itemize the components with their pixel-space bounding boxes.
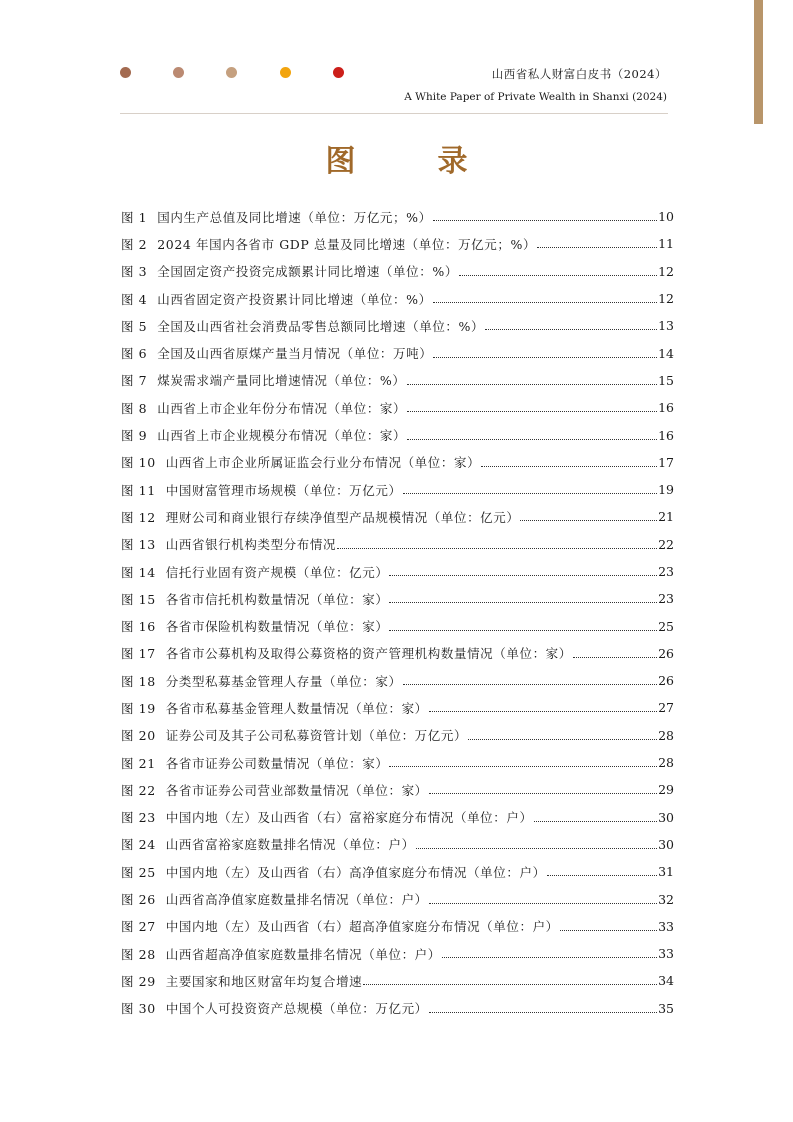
dot-leader [429,903,657,904]
page-number: 35 [658,1000,674,1016]
figure-number: 图 23 [121,810,156,826]
figure-number: 图 15 [121,591,156,607]
dot-leader [442,957,657,958]
side-accent-bar [754,0,763,124]
dot-leader [337,548,657,549]
figure-title: 山西省超高净值家庭数量排名情况（单位：户） [165,946,441,962]
figure-number: 图 19 [121,700,156,716]
figure-number: 图 2 [121,236,148,252]
dot-leader [485,329,657,330]
figure-number: 图 12 [121,509,156,525]
dot-leader [389,602,657,603]
toc-entry[interactable] [121,885,674,912]
figure-title: 全国固定资产投资完成额累计同比增速（单位：%） [157,264,458,280]
page-number: 31 [658,864,674,880]
toc-entry[interactable] [121,694,674,721]
toc-entry[interactable] [121,585,674,612]
dot-leader [433,220,657,221]
figure-number: 图 9 [121,428,148,444]
dot-leader [433,302,657,303]
page-number: 26 [658,673,674,689]
page-number: 23 [658,564,674,579]
figure-title: 中国财富管理市场规模（单位：万亿元） [165,482,402,498]
figure-title: 各省市私募基金管理人数量情况（单位：家） [165,700,428,716]
figure-number: 图 10 [121,455,156,471]
figure-title: 山西省银行机构类型分布情况 [165,537,337,553]
toc-entry[interactable] [121,285,674,312]
figure-title: 山西省上市企业规模分布情况（单位：家） [157,428,407,444]
page-number: 29 [658,782,674,798]
figure-title: 山西省高净值家庭数量排名情况（单位：户） [165,892,428,908]
figure-title: 各省市信托机构数量情况（单位：家） [165,591,389,607]
header-title-en: A White Paper of Private Wealth in Shanxi (2024) [404,91,667,103]
dot-leader [429,793,657,794]
figure-number: 图 25 [121,864,156,880]
dot-leader [468,739,657,740]
figure-number: 图 26 [121,892,156,908]
toc-entry[interactable] [121,749,674,776]
figure-title: 山西省固定资产投资累计同比增速（单位：%） [157,291,432,307]
toc-entry[interactable] [121,804,674,831]
toc-entry[interactable] [121,503,674,530]
header-dot [333,67,344,78]
figure-title: 各省市证券公司数量情况（单位：家） [165,755,389,771]
toc-entry[interactable] [121,558,674,585]
figure-number: 图 3 [121,264,148,280]
page-number: 12 [658,291,674,307]
figure-number: 图 30 [121,1001,156,1017]
figure-number: 图 5 [121,318,148,334]
page-number: 21 [658,509,674,525]
figure-title: 各省市公募机构及取得公募资格的资产管理机构数量情况（单位：家） [165,646,572,662]
toc-entry[interactable] [121,967,674,994]
figure-number: 图 28 [121,946,156,962]
toc-entry[interactable] [121,776,674,803]
toc-entry[interactable] [121,476,674,503]
figure-title: 煤炭需求端产量同比增速情况（单位：%） [157,373,406,389]
page-number: 10 [658,209,674,225]
page-number: 30 [658,809,674,825]
toc-entry[interactable] [121,612,674,639]
header-dot [120,67,131,78]
dot-leader [403,493,658,494]
page-number: 12 [658,263,674,279]
figure-number: 图 29 [121,973,156,989]
figure-number: 图 24 [121,837,156,853]
figure-title: 山西省上市企业所属证监会行业分布情况（单位：家） [165,455,481,471]
figure-title: 信托行业固有资产规模（单位：亿元） [165,564,389,580]
dot-leader [407,411,657,412]
toc-entry[interactable] [121,995,674,1022]
page-number: 28 [658,727,674,743]
figure-title: 中国个人可投资资产总规模（单位：万亿元） [165,1001,428,1017]
toc-entry[interactable] [121,312,674,339]
toc-entry[interactable] [121,831,674,858]
dot-leader [389,575,657,576]
figure-number: 图 7 [121,373,148,389]
dot-leader [429,711,657,712]
figure-number: 图 20 [121,728,156,744]
page-number: 16 [658,427,674,443]
figure-title: 国内生产总值及同比增速（单位：万亿元；%） [157,209,432,225]
figure-number: 图 6 [121,346,148,362]
page-number: 15 [658,372,674,388]
page-number: 33 [658,946,674,962]
dot-leader [481,466,657,467]
page-number: 34 [658,973,674,989]
dot-leader [560,930,657,931]
dot-leader [520,520,657,521]
figure-title: 全国及山西省原煤产量当月情况（单位：万吨） [157,346,433,362]
figure-number: 图 11 [121,482,156,498]
toc-entry[interactable] [121,940,674,967]
figure-title: 主要国家和地区财富年均复合增速 [165,973,363,989]
page-number: 30 [658,836,674,852]
toc-entry[interactable] [121,230,674,257]
figure-number: 图 21 [121,755,156,771]
figure-title: 山西省上市企业年份分布情况（单位：家） [157,400,407,416]
dot-leader [573,657,657,658]
page-number: 17 [658,454,674,470]
figure-title: 各省市保险机构数量情况（单位：家） [165,619,389,635]
dot-leader [459,275,657,276]
page-number: 32 [658,891,674,907]
figure-list [121,203,674,1022]
figure-title: 中国内地（左）及山西省（右）富裕家庭分布情况（单位：户） [165,810,533,826]
toc-entry[interactable] [121,339,674,366]
dot-leader [547,875,657,876]
page-number: 33 [658,918,674,934]
figure-title: 中国内地（左）及山西省（右）高净值家庭分布情况（单位：户） [165,864,546,880]
toc-entry[interactable] [121,913,674,940]
dot-leader [389,766,657,767]
dot-leader [429,1012,657,1013]
page-number: 11 [658,236,674,252]
dot-leader [534,821,658,822]
figure-number: 图 8 [121,400,148,416]
page-number: 23 [658,591,674,607]
figure-number: 图 16 [121,619,156,635]
toc-entry[interactable] [121,258,674,285]
figure-number: 图 27 [121,919,156,935]
figure-title: 各省市证券公司营业部数量情况（单位：家） [165,782,428,798]
page-number: 22 [658,536,674,552]
dot-leader [416,848,657,849]
figure-number: 图 13 [121,537,156,553]
header-dot [226,67,237,78]
dot-leader [433,357,657,358]
dot-leader [363,984,657,985]
toc-entry[interactable] [121,367,674,394]
page-number: 27 [658,700,674,716]
figure-number: 图 14 [121,564,156,580]
header-dot [280,67,291,78]
figure-number: 图 22 [121,782,156,798]
dot-leader [389,630,657,631]
toc-entry[interactable] [121,640,674,667]
dot-leader [403,684,658,685]
header-dot [173,67,184,78]
page-number: 25 [658,618,674,634]
figure-number: 图 1 [121,209,148,225]
toc-entry[interactable] [121,722,674,749]
toc-entry[interactable] [121,858,674,885]
figure-title: 证券公司及其子公司私募资管计划（单位：万亿元） [165,728,468,744]
figure-title: 理财公司和商业银行存续净值型产品规模情况（单位：亿元） [165,509,520,525]
toc-entry[interactable] [121,203,674,230]
figure-number: 图 18 [121,673,156,689]
header-title-cn: 山西省私人财富白皮书（2024） [491,67,667,81]
header-divider [120,113,668,114]
toc-entry[interactable] [121,531,674,558]
page-number: 13 [658,318,674,334]
figure-title: 山西省富裕家庭数量排名情况（单位：户） [165,837,415,853]
dot-leader [407,384,658,385]
figure-number: 图 4 [121,291,148,307]
toc-entry[interactable] [121,421,674,448]
toc-entry[interactable] [121,394,674,421]
figure-title: 分类型私募基金管理人存量（单位：家） [165,673,402,689]
figure-title: 2024 年国内各省市 GDP 总量及同比增速（单位：万亿元；%） [157,236,537,252]
dot-leader [537,247,657,248]
toc-entry[interactable] [121,449,674,476]
toc-entry[interactable] [121,667,674,694]
page-number: 26 [658,645,674,661]
page-title: 图 录 [325,144,494,179]
dot-leader [407,439,657,440]
page-number: 14 [658,345,674,361]
page-number: 28 [658,755,674,771]
figure-title: 中国内地（左）及山西省（右）超高净值家庭分布情况（单位：户） [165,919,559,935]
figure-number: 图 17 [121,646,156,662]
figure-title: 全国及山西省社会消费品零售总额同比增速（单位：%） [157,318,485,334]
page-number: 19 [658,482,674,498]
page-number: 16 [658,400,674,416]
